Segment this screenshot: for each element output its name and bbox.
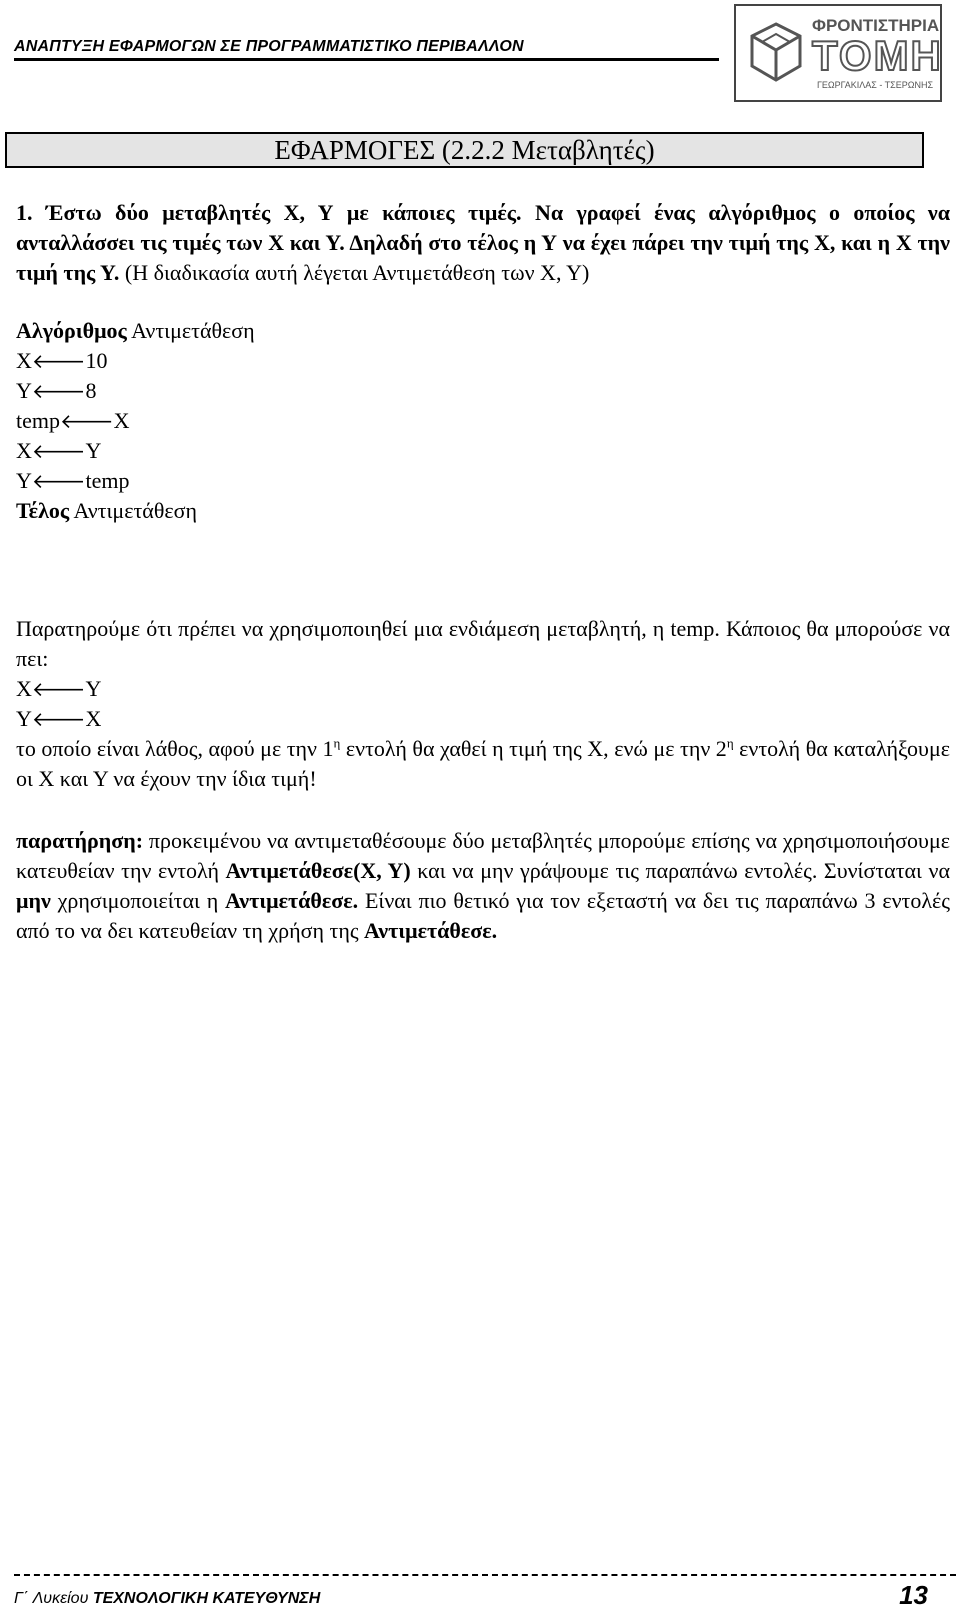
algorithm-end-keyword: Τέλος: [16, 498, 70, 523]
note-paragraph: [16, 826, 950, 946]
assign-value: 10: [85, 348, 108, 373]
algorithm-end-name: Αντιμετάθεση: [69, 498, 197, 523]
algorithm-line: [16, 466, 255, 496]
note-label: παρατήρηση:: [16, 828, 144, 853]
algorithm-start-line: [16, 316, 255, 346]
cube-logo-icon: [748, 20, 804, 84]
note-text: χρησιμοποιείται η: [50, 888, 226, 913]
footer-divider: [14, 1574, 956, 1576]
assign-target: Y: [16, 468, 32, 493]
assign-target: X: [16, 676, 32, 701]
wrong-line: [16, 674, 950, 704]
assign-arrow-icon: 🡐: [60, 409, 114, 433]
note-command: Αντιμετάθεσε.: [364, 918, 498, 943]
assign-target: Y: [16, 378, 32, 403]
note-command: Αντιμετάθεσε.: [225, 888, 359, 913]
assign-arrow-icon: 🡐: [31, 707, 86, 731]
page-number: 13: [899, 1580, 928, 1610]
footer-grade: Γ΄ Λυκείου: [14, 1590, 93, 1607]
logo-line1: ΦΡΟΝΤΙΣΤΗΡΙΑ: [812, 16, 940, 35]
assign-arrow-icon: 🡐: [31, 349, 86, 373]
ordinal-superscript: η: [333, 735, 341, 751]
note-text: προκειμένου να αντιμεταθέσουμε δύο μεταβλητές μπορούμε επίσης να χρησιμοποιήσουμε κατευθείαν την εντολή: [16, 828, 950, 883]
assign-target: temp: [16, 408, 60, 433]
exercise-note-text: (Η διαδικασία αυτή λέγεται Αντιμετάθεση των Χ, Υ): [119, 260, 590, 285]
note-text: Είναι πιο θετικό για τον εξεταστή να δει τις παραπάνω 3 εντολές από το να δει κατευθείαν τη χρήση της: [16, 888, 950, 943]
explanation-part: εντολή θα καταλήξουμε οι Χ και Υ να έχουν την ίδια τιμή!: [16, 736, 950, 791]
assign-arrow-icon: 🡐: [31, 379, 86, 403]
algorithm-line: [16, 406, 255, 436]
algorithm-name: Αντιμετάθεση: [126, 318, 255, 343]
algorithm-line: [16, 436, 255, 466]
assign-target: X: [16, 348, 32, 373]
observation-explanation: [16, 734, 950, 794]
observation-block: [16, 614, 950, 794]
running-header: ΑΝΑΠΤΥΞΗ ΕΦΑΡΜΟΓΩΝ ΣΕ ΠΡΟΓΡΑΜΜΑΤΙΣΤΙΚΟ ΠΕΡΙΒΑΛΛΟΝ: [14, 38, 719, 61]
exercise-statement: [16, 198, 950, 288]
assign-value: temp: [85, 468, 130, 493]
algorithm-line: [16, 376, 255, 406]
wrong-line: [16, 704, 950, 734]
assign-target: Y: [16, 706, 32, 731]
assign-value: X: [113, 408, 130, 433]
algorithm-keyword: Αλγόριθμος: [16, 318, 127, 343]
assign-target: X: [16, 438, 32, 463]
logo-line3: ΓΕΩΡΓΑΚΙΛΑΣ - ΤΣΕΡΩΝΗΣ: [816, 80, 934, 90]
note-emphasis: μην: [16, 888, 51, 913]
footer-track: ΤΕΧΝΟΛΟΓΙΚΗ ΚΑΤΕΥΘΥΝΣΗ: [92, 1590, 321, 1607]
assign-arrow-icon: 🡐: [31, 469, 86, 493]
footer-course: [14, 1590, 320, 1608]
assign-arrow-icon: 🡐: [31, 439, 86, 463]
assign-value: Y: [85, 438, 102, 463]
algorithm-line: [16, 346, 255, 376]
observation-text: Παρατηρούμε ότι πρέπει να χρησιμοποιηθεί μια ενδιάμεση μεταβλητή, η temp. Κάποιος θα μπορούσε να πει:: [16, 616, 950, 671]
algorithm-block: [16, 316, 255, 526]
assign-value: X: [85, 706, 102, 731]
ordinal-superscript: η: [726, 735, 734, 751]
exercise-bold-text: 1. Έστω δύο μεταβλητές Χ, Υ με κάποιες τιμές. Να γραφεί ένας αλγόριθμος ο οποίος να ανταλλάσσει τις τιμές των Χ και Υ. Δηλαδή στο τέλος η Υ να έχει πάρει την τιμή της Χ, και η Χ την τιμή της Υ.: [16, 200, 950, 285]
section-title: ΕΦΑΡΜΟΓΕΣ (2.2.2 Μεταβλητές): [5, 132, 924, 168]
explanation-part: εντολή θα χαθεί η τιμή της Χ, ενώ με την 2: [340, 736, 727, 761]
algorithm-end-line: [16, 496, 255, 526]
explanation-part: το οποίο είναι λάθος, αφού με την 1: [16, 736, 334, 761]
assign-arrow-icon: 🡐: [31, 677, 86, 701]
assign-value: Y: [85, 676, 102, 701]
publisher-logo: [734, 4, 942, 102]
logo-brand: ΤΟΜΗ: [812, 32, 943, 79]
assign-value: 8: [85, 378, 97, 403]
note-command: Αντιμετάθεσε(Χ, Υ): [225, 858, 411, 883]
note-text: και να μην γράψουμε τις παραπάνω εντολές. Συνίσταται να: [410, 858, 950, 883]
